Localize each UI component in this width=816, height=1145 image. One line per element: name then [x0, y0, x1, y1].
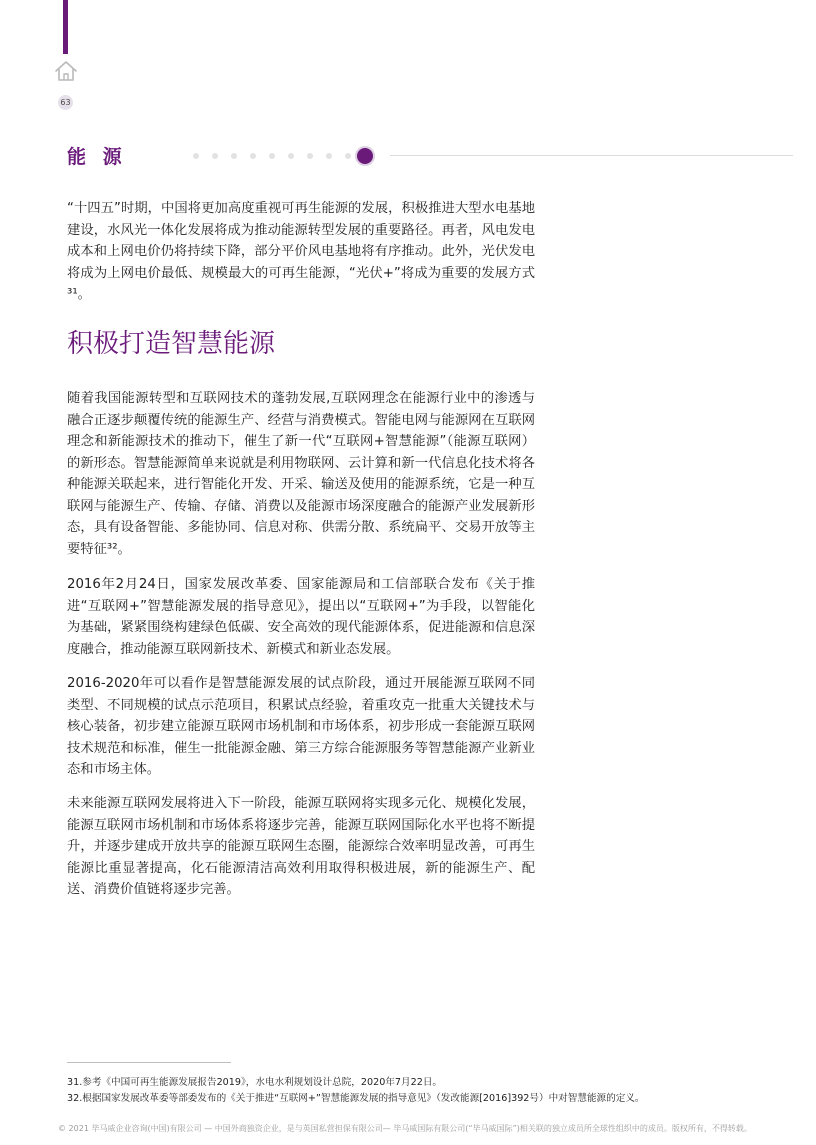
- progress-dot[interactable]: [326, 153, 332, 159]
- progress-line: [390, 155, 793, 156]
- progress-dot[interactable]: [307, 153, 313, 159]
- progress-dot[interactable]: [288, 153, 294, 159]
- accent-bar: [63, 0, 68, 54]
- body-paragraph-1: 随着我国能源转型和互联网技术的蓬勃发展,互联网理念在能源行业中的渗透与融合正逐步颠覆传统的能源生产、经营与消费模式。智能电网与能源网在互联网理念和新能源技术的推动下，催生了新一代“互联网+智慧能源”（能源互联网）的新形态。智慧能源简单来说就是利用物联网、云计算和新一代信息化技术将各种能源关联起来，进行智能化开发、开采、输送及使用的能源系统，它是一种互联网与能源生产、传输、存储、消费以及能源市场深度融合的能源产业发展新形态，具有设备智能、多能协同、信息对称、供需分散、系统扁平、交易开放等主要特征³²。: [67, 391, 535, 557]
- subheading: 积极打造智慧能源: [67, 329, 276, 359]
- home-icon[interactable]: [54, 60, 78, 82]
- progress-dot[interactable]: [212, 153, 218, 159]
- progress-dot[interactable]: [250, 153, 256, 159]
- body-paragraph-3: 2016-2020年可以看作是智慧能源发展的试点阶段，通过开展能源互联网不同类型、不同规模的试点示范项目，积累试点经验，着重攻克一批重大关键技术与核心装备，初步建立能源互联网市场机制和市场体系，初步形成一套能源互联网技术规范和标准，催生一批能源金融、第三方综合能源服务等智慧能源产业新业态和市场主体。: [67, 676, 535, 777]
- page-number-badge: 63: [58, 95, 73, 110]
- intro-paragraph: “十四五”时期，中国将更加高度重视可再生能源的发展，积极推进大型水电基地建设，水风光一体化发展将成为推动能源转型发展的重要路径。再者，风电发电成本和上网电价仍将持续下降，部分平价风电基地将有序推动。此外，光伏发电将成为上网电价最低、规模最大的可再生能源，“光伏+”将成为重要的发展方式³¹。: [67, 201, 535, 302]
- footnote-32: 32.根据国家发展改革委等部委发布的《关于推进“互联网+”智慧能源发展的指导意见》（发改能源[2016]392号）中对智慧能源的定义。: [67, 1093, 645, 1104]
- footnote-31: 31.参考《中国可再生能源发展报告2019》，水电水利规划设计总院，2020年7月22日。: [67, 1077, 443, 1088]
- body-paragraph-2: 2016年2月24日，国家发展改革委、国家能源局和工信部联合发布《关于推进“互联网+”智慧能源发展的指导意见》，提出以“互联网+”为手段，以智能化为基础，紧紧围绕构建绿色低碳、安全高效的现代能源体系，促进能源和信息深度融合，推动能源互联网新技术、新模式和新业态发展。: [67, 577, 535, 657]
- footnote-divider: [67, 1062, 231, 1063]
- progress-dot[interactable]: [231, 153, 237, 159]
- progress-dot[interactable]: [193, 153, 199, 159]
- progress-dot-active[interactable]: [357, 148, 373, 164]
- copyright-notice: © 2021 毕马威企业咨询(中国)有限公司 — 中国外商独资企业，是与英国私营担保有限公司— 毕马威国际有限公司(“毕马威国际”)相关联的独立成员所全球性组织中的成员。版权所有，不得转载。: [58, 1124, 752, 1133]
- section-progress-indicator: [193, 148, 793, 164]
- progress-dot[interactable]: [345, 153, 351, 159]
- body-paragraph-4: 未来能源互联网发展将进入下一阶段，能源互联网将实现多元化、规模化发展，能源互联网市场机制和市场体系将逐步完善，能源互联网国际化水平也将不断提升，并逐步建成开放共享的能源互联网生态圈，能源综合效率明显改善，可再生能源比重显著提高，化石能源清洁高效利用取得积极进展，新的能源生产、配送、消费价值链将逐步完善。: [67, 796, 535, 897]
- progress-dot[interactable]: [269, 153, 275, 159]
- section-title: 能 源: [67, 146, 127, 168]
